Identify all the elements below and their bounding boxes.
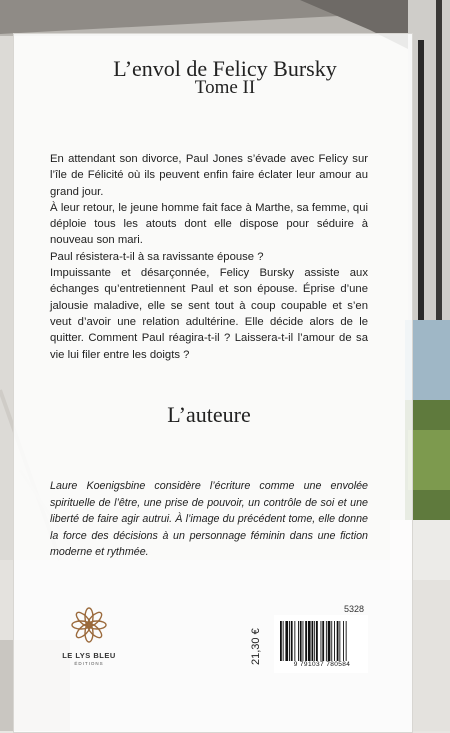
synopsis-paragraph: Impuissante et désarçonnée, Felicy Bursky assiste aux échanges qu’entretiennent Paul et son épouse. Éprise d’une jalousie maladive, elle se sent tout à coup coupable et s’en veut d’avoir une relation adultérine. Elle décide alors de le quitter. Comment Paul réagira-t-il ? Laissera-t-il l’amour de sa vie lui filer entre les doigts ? (50, 267, 368, 361)
book-title: L’envol de Felicy Bursky (113, 56, 337, 81)
publisher-subtitle: ÉDITIONS (74, 661, 104, 666)
publisher-name: LE LYS BLEU (62, 651, 116, 660)
reference-number: 5328 (344, 604, 365, 614)
author-heading: L’auteure (167, 402, 251, 427)
barcode (274, 615, 368, 673)
barcode-icon (280, 621, 362, 661)
isbn-digits: 9 791037 780584 (293, 661, 351, 668)
synopsis-paragraph: Paul résistera-t-il à sa ravissante épouse ? (50, 250, 264, 263)
synopsis (50, 151, 368, 363)
book-tome: Tome II (194, 77, 256, 98)
synopsis-paragraph: À leur retour, le jeune homme fait face à Marthe, sa femme, qui déploie tous les atouts dont elle dispose pour séduire à nouveau son mari. (50, 201, 368, 247)
author-bio: Laure Koenigsbine considère l’écriture comme une envolée spirituelle de l’être, une prise de pouvoir, un contrôle de soi et une liberté de faire agir autrui. À l’image du précédent tome, elle donne la force des décisions à un personnage féminin dans une fiction moderne et rythmée. (50, 480, 368, 559)
lily-flower-icon (70, 606, 108, 644)
price: 21,30 € (250, 628, 262, 665)
publisher-logo (60, 606, 118, 666)
synopsis-paragraph: En attendant son divorce, Paul Jones s’évade avec Felicy sur l’île de Félicité où ils peuvent enfin faire éclater leur amour au grand jour. (50, 153, 368, 198)
